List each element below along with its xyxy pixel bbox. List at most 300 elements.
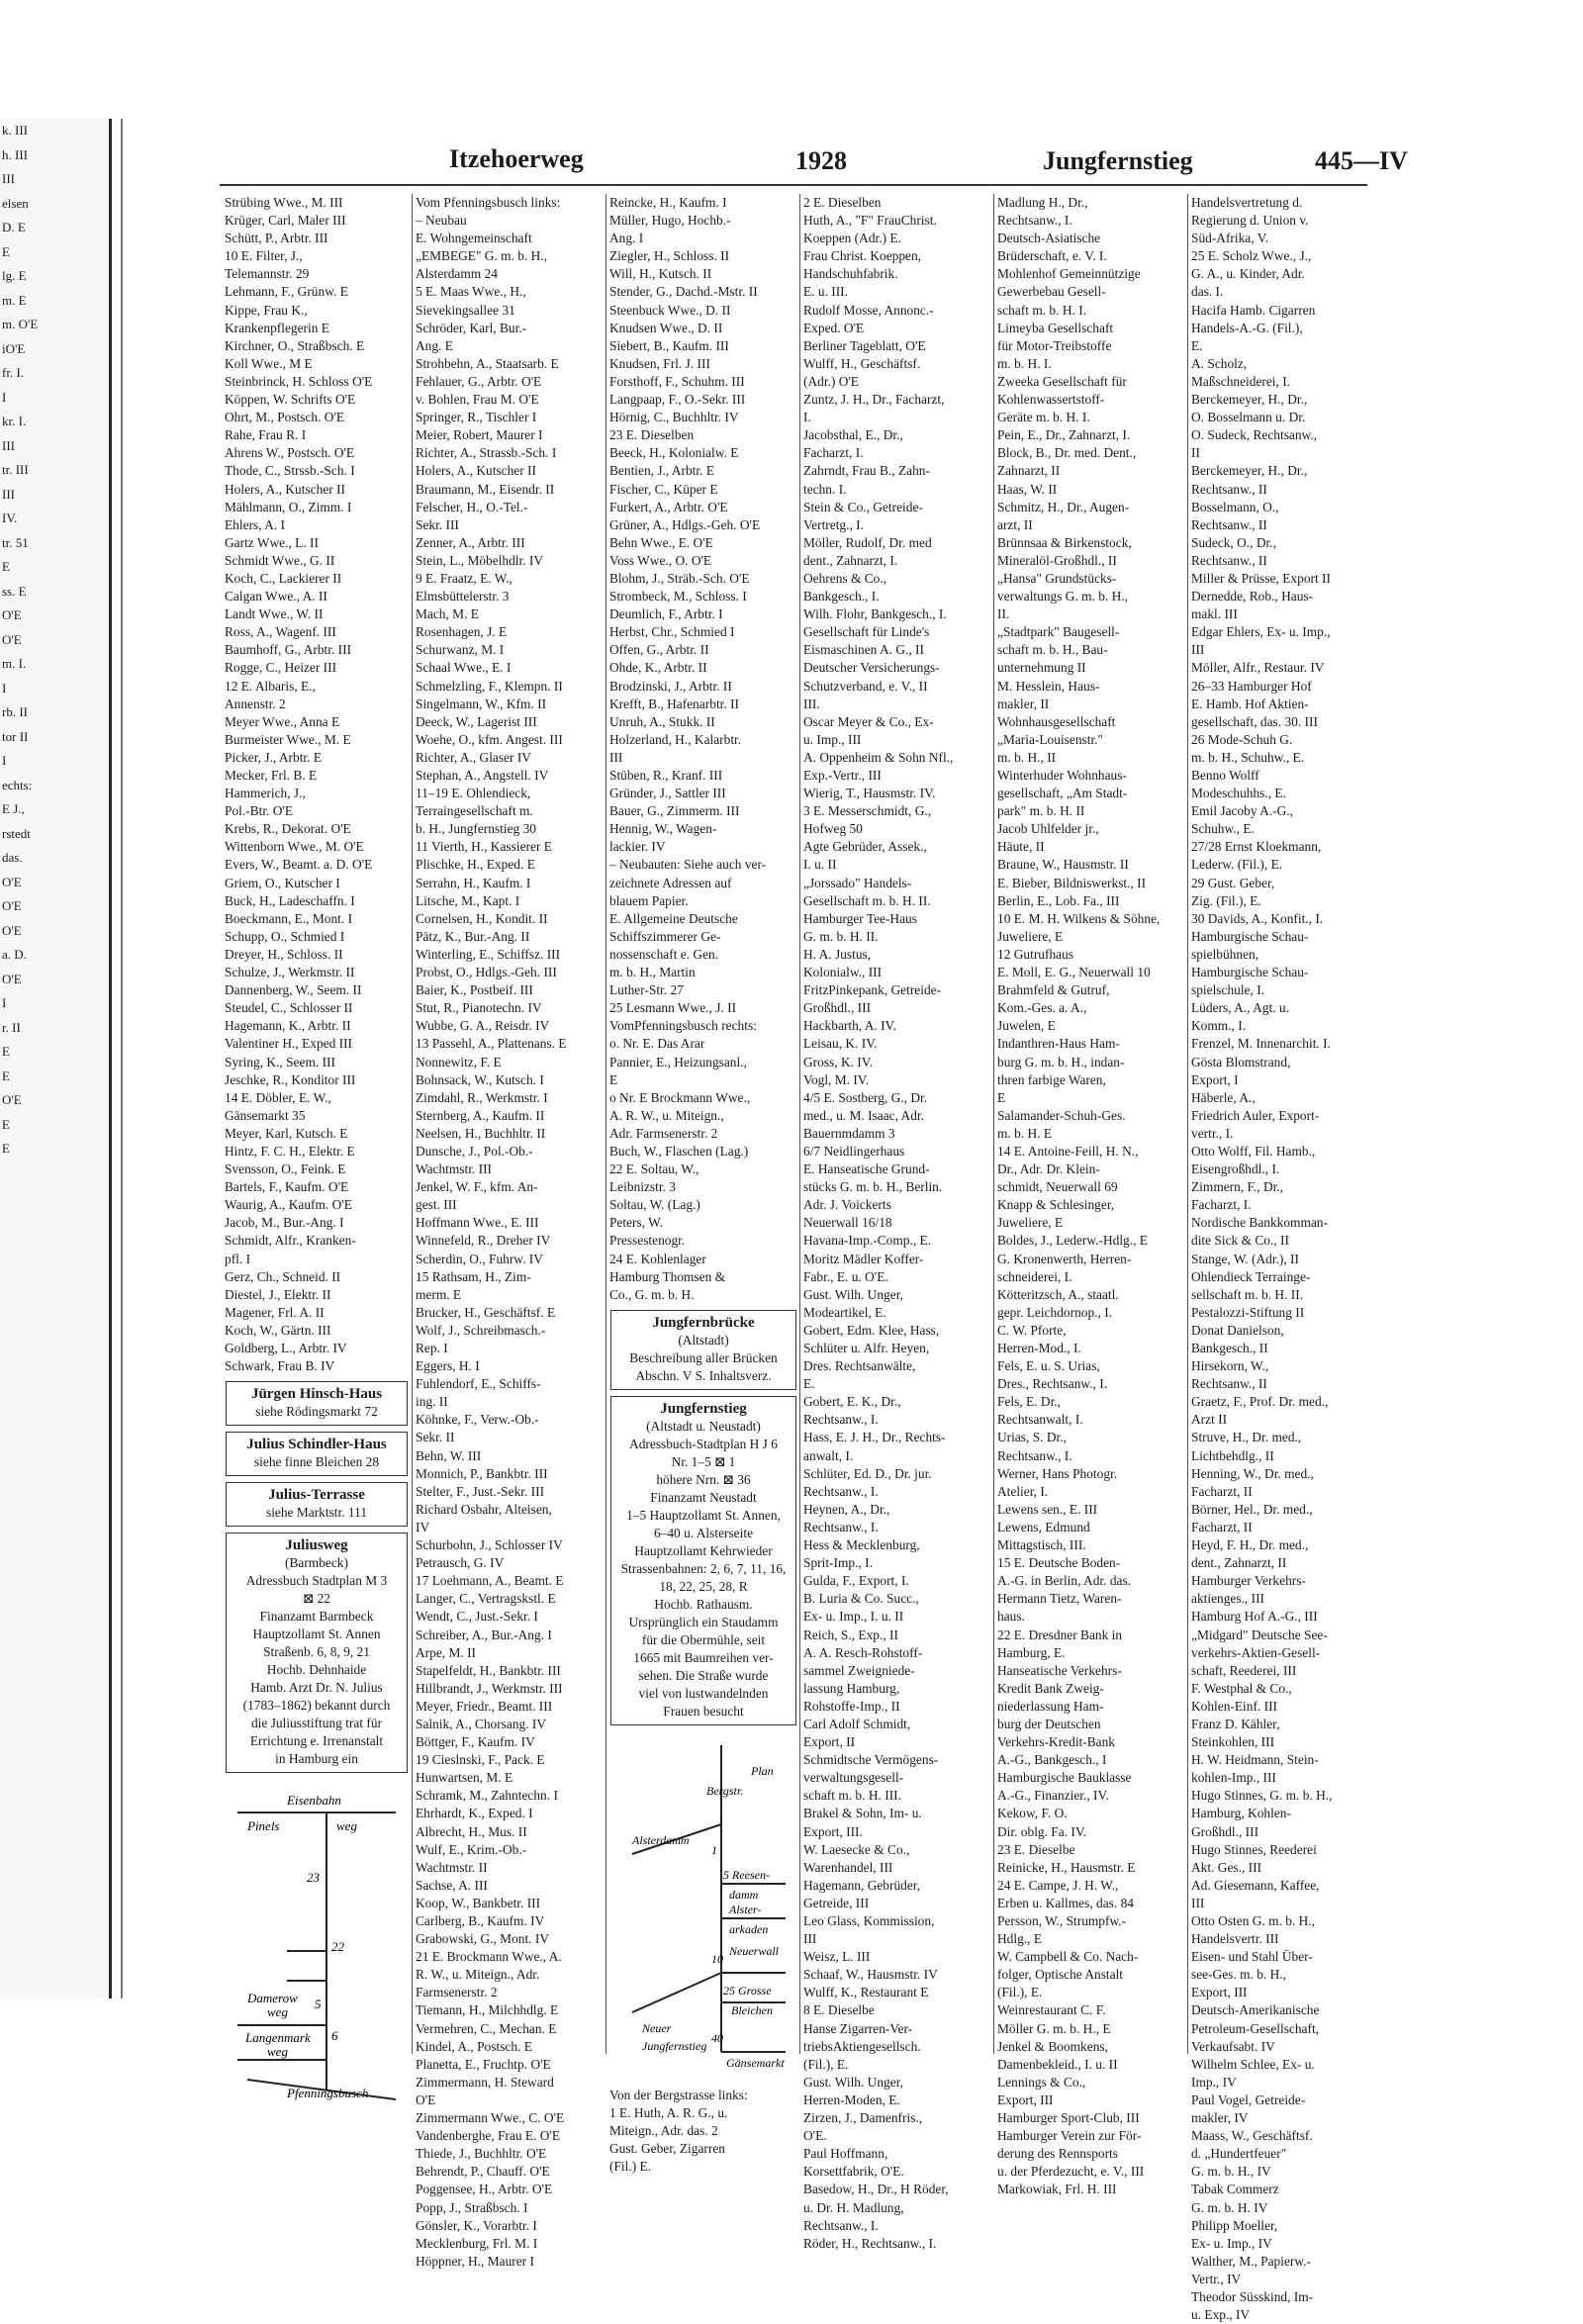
directory-entry: Gösta Blomstrand, — [1191, 1054, 1291, 1069]
directory-entry: Eisen- und Stahl Über- — [1191, 1949, 1313, 1965]
directory-entry: Rechtsanw., I. — [803, 1412, 879, 1428]
directory-entry: verkehrs-Aktien-Gesell- — [1191, 1644, 1321, 1660]
directory-entry: Bankgesch., II — [1191, 1341, 1268, 1355]
directory-entry: Donat Danielson, — [1191, 1322, 1284, 1338]
margin-fragment: das. — [2, 850, 23, 865]
directory-entry: Winterhuder Wohnhaus- — [997, 768, 1127, 783]
directory-entry: Farmsenerstr. 2 — [416, 1985, 498, 2000]
box-line: siehe finne Bleichen 28 — [253, 1454, 380, 1470]
directory-entry: Export, III. — [803, 1823, 863, 1839]
directory-entry: Syring, K., Seem. III — [225, 1054, 335, 1069]
margin-fragment: m. E — [2, 292, 27, 308]
directory-entry: O'E. — [803, 2128, 827, 2144]
directory-entry: Zimmern, F., Dr., — [1191, 1179, 1284, 1195]
box-line: siehe Marktstr. 111 — [265, 1505, 368, 1521]
directory-entry: 30 Davids, A., Konfit., I. — [1191, 910, 1324, 926]
directory-entry: Sekr. II — [416, 1430, 455, 1445]
directory-entry: Rechtsanw., II — [1191, 481, 1267, 497]
box-title: Jungfernbrücke — [652, 1314, 755, 1331]
directory-entry: Hofweg 50 — [803, 821, 863, 837]
directory-entry: Monnich, P., Bankbtr. III — [416, 1465, 548, 1481]
directory-entry: Fabr., E. u. O'E. — [803, 1268, 888, 1284]
directory-entry: Winterling, E., Schiffsz. III — [416, 946, 561, 962]
directory-entry: nossenschaft e. Gen. — [609, 946, 719, 962]
directory-entry: – Neubau — [416, 213, 467, 229]
margin-fragment: m. I. — [2, 656, 27, 671]
directory-entry: 5 E. Maas Wwe., H., — [416, 284, 526, 300]
directory-entry: Deutscher Versicherungs- — [803, 660, 940, 676]
directory-entry: Export, III — [1191, 1985, 1248, 2000]
directory-entry: makler, IV — [1191, 2110, 1249, 2126]
directory-entry: (Fil.), E. — [803, 2056, 849, 2072]
map-label: 10 — [711, 1951, 723, 1966]
box-jungfernstieg — [610, 1396, 796, 1725]
directory-entry: Burmeister Wwe., M. E — [225, 731, 351, 747]
directory-entry: Bohnsack, W., Kutsch. I — [416, 1071, 544, 1087]
directory-entry: „Hansa" Grundstücks- — [997, 570, 1117, 586]
map-label: Jungfernstieg — [642, 2038, 707, 2053]
directory-entry: Handelsvertr. III — [1191, 1931, 1279, 1947]
directory-entry: Thode, C., Strssb.-Sch. I — [225, 463, 355, 479]
directory-entry: Facharzt, II — [1191, 1519, 1253, 1534]
directory-entry: III — [803, 1931, 817, 1947]
directory-entry: Hdlg., E — [997, 1931, 1043, 1947]
directory-entry: Popp, J., Straßbsch. I — [416, 2199, 528, 2215]
directory-entry: Brucker, H., Geschäftsf. E — [416, 1304, 556, 1320]
directory-entry: lassung Hamburg, — [803, 1680, 900, 1696]
box-line: Finanzamt Neustadt — [650, 1489, 757, 1505]
directory-entry: v. Bohlen, Frau M. O'E — [416, 392, 539, 408]
directory-entry: Gönsler, K., Vorarbtr. I — [416, 2217, 537, 2233]
directory-entry: Warenhandel, III — [803, 1859, 893, 1875]
margin-fragment: I — [2, 680, 7, 696]
directory-entry: Häberle, A., — [1191, 1089, 1256, 1105]
directory-entry: Calgan Wwe., A. II — [225, 589, 327, 604]
directory-entry: FritzPinkepank, Getreide- — [803, 982, 942, 998]
directory-entry: gesellschaft, „Am Stadt- — [997, 786, 1128, 801]
directory-entry: 11–19 E. Ohlendieck, — [416, 786, 531, 801]
directory-entry: Koeppen (Adr.) E. — [803, 231, 901, 246]
box-line: Hochb. Dehnhaide — [266, 1662, 367, 1678]
directory-entry: Rudolf Mosse, Annonc.- — [803, 302, 934, 318]
directory-entry: Zimmermann, H. Steward — [416, 2074, 554, 2090]
directory-entry: Holers, A., Kutscher II — [225, 481, 345, 497]
directory-entry: Terraingesellschaft m. — [416, 803, 533, 819]
directory-entry: Planetta, E., Fruchtp. O'E — [416, 2056, 551, 2072]
directory-entry: „Midgard" Deutsche See- — [1191, 1627, 1328, 1642]
directory-entry: u. Dr. H. Madlung, — [803, 2199, 904, 2215]
directory-entry: Stelter, F., Just.-Sekr. III — [416, 1483, 545, 1499]
directory-entry: Hunwartsen, M. E — [416, 1770, 513, 1786]
directory-entry: Export, II — [803, 1734, 856, 1750]
map-label: Pfenningsbusch — [287, 2086, 369, 2101]
page-header — [123, 119, 1409, 178]
directory-entry: Hamburger Tee-Haus — [803, 910, 917, 926]
directory-entry: Verkehrs-Kredit-Bank — [997, 1734, 1115, 1750]
directory-entry: Jacobsthal, E., Dr., — [803, 427, 903, 443]
map-label: Alsterdamm — [632, 1832, 690, 1847]
directory-entry: E. — [803, 1376, 815, 1392]
directory-entry: Dreyer, H., Schloss. II — [225, 946, 343, 962]
directory-entry: Wulff, H., Geschäftsf. — [803, 355, 921, 371]
column-3 — [605, 194, 800, 2175]
directory-entry: E. Hamb. Hof Aktien- — [1191, 696, 1309, 711]
directory-entry: Hamburgische Schau- — [1191, 928, 1309, 944]
directory-entry: „Maria-Louisenstr." — [997, 731, 1103, 747]
directory-entry: (Fil.), E. — [997, 1985, 1043, 2000]
directory-entry: Stüben, R., Kranf. III — [609, 768, 723, 783]
directory-entry: Gust. Wilh. Unger, — [803, 2074, 903, 2090]
directory-entry: Siebert, B., Kaufm. III — [609, 337, 729, 353]
directory-entry: Zweeka Gesellschaft für — [997, 373, 1127, 389]
directory-entry: derung des Rennsports — [997, 2146, 1118, 2162]
directory-entry: Korsettfabrik, O'E. — [803, 2164, 904, 2180]
margin-fragment: IV. — [2, 511, 18, 525]
directory-entry: Reinicke, H., Hausmstr. E — [997, 1859, 1136, 1875]
directory-entry: schneiderei, I. — [997, 1268, 1072, 1284]
directory-entry: Rechtsanw., II — [1191, 552, 1267, 568]
directory-entry: G. m. b. H., IV — [1191, 2164, 1271, 2180]
directory-entry: Großhdl., III — [803, 1000, 872, 1016]
directory-entry: Wubbe, G. A., Reisdr. IV — [416, 1018, 550, 1034]
directory-entry: E. Allgemeine Deutsche — [609, 910, 738, 926]
directory-entry: Gewerbebau Gesell- — [997, 284, 1106, 300]
directory-entry: H. W. Heidmann, Stein- — [1191, 1752, 1319, 1768]
directory-entry: u. Imp., III — [803, 731, 862, 747]
directory-entry: Alsterdamm 24 — [416, 266, 498, 282]
directory-entry: Süd-Afrika, V. — [1191, 231, 1268, 246]
box-line: (Altstadt) — [678, 1332, 729, 1348]
directory-entry: Cornelsen, H., Kondit. II — [416, 910, 548, 926]
directory-entry: Facharzt, II — [1191, 1483, 1253, 1499]
directory-entry: Valentiner H., Exped III — [225, 1036, 353, 1052]
directory-entry: 2 E. Dieselben — [803, 195, 882, 210]
directory-entry: Petrausch, G. IV — [416, 1555, 505, 1571]
directory-entry: Thiede, J., Buchhltr. O'E — [416, 2146, 547, 2162]
directory-entry: Heyd, F. H., Dr. med., — [1191, 1537, 1309, 1553]
directory-entry: Steenbuck Wwe., D. II — [609, 302, 731, 318]
directory-entry: 14 E. Döbler, E. W., — [225, 1089, 331, 1105]
directory-page — [121, 119, 1409, 2323]
directory-entry: Friedrich Auler, Export- — [1191, 1107, 1320, 1123]
directory-entry: Adr. J. Voickerts — [803, 1197, 891, 1213]
directory-entry: Holzerland, H., Kalarbtr. — [609, 731, 742, 747]
directory-entry: verwaltungs G. m. b. H., — [997, 589, 1129, 604]
directory-entry: W. Campbell & Co. Nach- — [997, 1949, 1139, 1965]
margin-fragment: I — [2, 995, 7, 1010]
margin-fragment: O'E — [2, 874, 22, 889]
directory-entry: Deeck, W., Lagerist III — [416, 713, 537, 729]
directory-entry: Goldberg, L., Arbtr. IV — [225, 1341, 347, 1355]
margin-fragment: tr. III — [2, 462, 29, 477]
directory-entry: Deutsch-Amerikanische — [1191, 2002, 1320, 2018]
directory-entry: M. Hesslein, Haus- — [997, 678, 1100, 694]
box-title: Jürgen Hinsch-Haus — [250, 1386, 383, 1403]
margin-fragment: E — [2, 243, 10, 259]
directory-entry: Wolf, J., Schreibmasch.- — [416, 1322, 546, 1338]
directory-entry: Markowiak, Frl. H. III — [997, 2182, 1117, 2197]
directory-entry: E — [609, 1071, 618, 1087]
directory-entry: Fischer, C., Küper E — [609, 481, 718, 497]
directory-entry: Juweliere, E — [997, 1215, 1064, 1231]
directory-entry: Vertr., IV — [1191, 2271, 1242, 2286]
directory-entry: gesellschaft, das. 30. III — [1191, 713, 1318, 729]
directory-entry: Komm., I. — [1191, 1018, 1247, 1034]
margin-fragment: E J., — [2, 801, 25, 816]
directory-entry: Kötteritzsch, A., staatl. — [997, 1286, 1119, 1302]
directory-entry: Richter, A., Glaser IV — [416, 749, 531, 765]
map-label: Damerow — [247, 1991, 298, 2006]
directory-entry: Gust. Geber, Zigarren — [609, 2141, 725, 2157]
margin-fragment: E — [2, 559, 10, 574]
directory-entry: Will, H., Kutsch. II — [609, 266, 712, 282]
column-4 — [799, 194, 994, 2251]
directory-entry: anwalt, I. — [803, 1447, 854, 1463]
directory-entry: Heynen, A., Dr., — [803, 1501, 890, 1517]
directory-entry: Singelmann, W., Kfm. II — [416, 696, 547, 711]
directory-entry: Herbst, Chr., Schmied I — [609, 624, 735, 640]
directory-entry: Schmidt Wwe., G. II — [225, 552, 335, 568]
directory-entry: Schwark, Frau B. IV — [225, 1358, 335, 1374]
street-sketch-juliusweg — [228, 1783, 406, 2114]
map-label: Bleichen — [731, 2002, 773, 2017]
directory-entry: ing. II — [416, 1394, 448, 1410]
directory-entry: Deutsch-Asiatische — [997, 231, 1101, 246]
directory-entry: Hamburgische Bauklasse — [997, 1770, 1132, 1786]
directory-entry: Leo Glass, Kommission, — [803, 1913, 935, 1928]
directory-entry: Gesellschaft für Linde's — [803, 624, 930, 640]
directory-entry: Serrahn, H., Kaufm. I — [416, 875, 531, 890]
directory-entry: Börner, Hel., Dr. med., — [1191, 1501, 1313, 1517]
directory-entry: Schurwanz, M. I — [416, 642, 505, 658]
directory-entry: Leisau, K. IV. — [803, 1036, 878, 1052]
directory-entry: Limeyba Gesellschaft — [997, 320, 1114, 335]
directory-entry: aktienges., III — [1191, 1591, 1264, 1607]
directory-entry: Sachse, A. III — [416, 1877, 488, 1893]
directory-entry: Dunsche, J., Pol.-Ob.- — [416, 1143, 533, 1159]
directory-entry: Neuerwall 16/18 — [803, 1215, 892, 1231]
margin-fragment: III — [2, 171, 15, 186]
box-line: Hauptzollamt St. Annen — [252, 1627, 381, 1642]
directory-entry: Basedow, H., Dr., H Röder, — [803, 2182, 949, 2197]
margin-fragment: r. II — [2, 1019, 21, 1035]
directory-entry: Möller G. m. b. H., E — [997, 2020, 1111, 2036]
directory-entry: 11 Vierth, H., Kassierer E — [416, 839, 552, 855]
directory-entry: Stut, R., Pianotechn. IV — [416, 1000, 542, 1016]
directory-entry: Vertretg., I. — [803, 516, 864, 532]
directory-entry: Lüders, A., Agt. u. — [1191, 1000, 1289, 1016]
directory-entry: Rechtsanw., II — [1191, 1376, 1267, 1392]
directory-entry: Gobert, E. K., Dr., — [803, 1394, 901, 1410]
directory-entry: „Stadtpark" Baugesell- — [997, 624, 1120, 640]
directory-entry: O. Bosselmann u. Dr. — [1191, 410, 1306, 425]
directory-entry: blauem Papier. — [609, 892, 689, 908]
directory-entry: Pein, E., Dr., Zahnarzt, I. — [997, 427, 1131, 443]
directory-entry: II — [1191, 445, 1200, 461]
directory-entry: Schramk, M., Zahntechn. I — [416, 1788, 558, 1804]
margin-fragment: O'E — [2, 898, 22, 913]
directory-entry: Bauernmdamm 3 — [803, 1125, 895, 1141]
directory-entry: Mohlenhof Gemeinnützige — [997, 266, 1141, 282]
directory-entry: A. Oppenheim & Sohn Nfl., — [803, 749, 954, 765]
directory-entry: Pressestenogr. — [609, 1233, 686, 1249]
directory-entry: Schupp, O., Schmied I — [225, 928, 345, 944]
map-label: 40 — [711, 2030, 723, 2045]
directory-entry: Meyer, Friedr., Beamt. III — [416, 1698, 553, 1714]
directory-entry: Agte Gebrüder, Assek., — [803, 839, 927, 855]
directory-entry: burg G. m. b. H., indan- — [997, 1054, 1125, 1069]
directory-entry: Kom.-Ges. a. A., — [997, 1000, 1087, 1016]
directory-entry: Carl Adolf Schmidt, — [803, 1716, 911, 1731]
directory-entry: Magener, Frl. A. II — [225, 1304, 325, 1320]
directory-entry: Vogl, M. IV. — [803, 1071, 870, 1087]
directory-entry: Großhdl., III — [1191, 1823, 1259, 1839]
directory-entry: Ang. E — [416, 337, 453, 353]
directory-entry: m. b. H., II — [997, 749, 1057, 765]
directory-entry: Hass, E. J. H., Dr., Rechts- — [803, 1430, 946, 1445]
directory-entry: Zirzen, J., Damenfris., — [803, 2110, 923, 2126]
directory-entry: Mecker, Frl. B. E — [225, 768, 318, 783]
directory-entry: Zig. (Fil.), E. — [1191, 892, 1261, 908]
directory-entry: Werner, Hans Photogr. — [997, 1465, 1118, 1481]
directory-entry: Höppner, H., Maurer I — [416, 2253, 534, 2269]
directory-entry: A. Scholz, — [1191, 355, 1248, 371]
directory-entry: Nonnewitz, F. E — [416, 1054, 502, 1069]
directory-entry: Emil Jacoby A.-G., — [1191, 803, 1294, 819]
directory-entry: Mittagstisch, III. — [997, 1537, 1086, 1553]
directory-entry: III. — [803, 696, 820, 711]
directory-entry: Luther-Str. 27 — [609, 982, 684, 998]
directory-entry: schaft m. b. H. III. — [803, 1788, 901, 1804]
directory-entry: gepr. Leichdornop., I. — [997, 1304, 1113, 1320]
directory-entry: Mählmann, O., Zimm. I — [225, 499, 352, 514]
directory-entry: spielschule, I. — [1191, 982, 1265, 998]
directory-entry: 3 E. Messerschmidt, G., — [803, 803, 932, 819]
directory-entry: Henning, W., Dr. med., — [1191, 1465, 1314, 1481]
directory-entry: Koop, W., Bankbetr. III — [416, 1895, 541, 1910]
directory-entry: Benno Wolff — [1191, 768, 1259, 783]
directory-entry: Boeckmann, E., Mont. I — [225, 910, 353, 926]
directory-entry: Dr., Adr. Dr. Klein- — [997, 1162, 1100, 1177]
directory-entry: Telemannstr. 29 — [225, 266, 310, 282]
directory-entry: Hamburger Verein zur För- — [997, 2128, 1142, 2144]
directory-entry: Kohlen-Einf. III — [1191, 1698, 1278, 1714]
directory-entry: Lehmann, F., Grünw. E — [225, 284, 348, 300]
directory-entry: sammel Zweigniede- — [803, 1662, 915, 1678]
box-line: ⊠ 22 — [303, 1591, 330, 1607]
directory-entry: techn. I. — [803, 481, 847, 497]
directory-entry: Dres., Rechtsanw., I. — [997, 1376, 1108, 1392]
directory-entry: Wohnhausgesellschaft — [997, 713, 1116, 729]
directory-entry: Miller & Prüsse, Export II — [1191, 570, 1331, 586]
directory-entry: Schmelzling, F., Klempn. II — [416, 678, 563, 694]
directory-entry: Kekow, F. O. — [997, 1806, 1068, 1821]
directory-entry: „Jorssado" Handels- — [803, 875, 912, 890]
box-line: Hauptzollamt Kehrwieder — [634, 1542, 773, 1558]
directory-entry: Holers, A., Kutscher II — [416, 463, 536, 479]
directory-entry: 21 E. Brockmann Wwe., A. — [416, 1949, 562, 1965]
directory-entry: Berliner Tageblatt, O'E — [803, 337, 926, 353]
directory-entry: Ross, A., Wagenf. III — [225, 624, 336, 640]
directory-entry: Rechtsanw., I. — [997, 213, 1072, 229]
directory-entry: Hugo Stinnes, Reederei — [1191, 1841, 1317, 1857]
directory-entry: Edgar Ehlers, Ex- u. Imp., — [1191, 624, 1331, 640]
directory-entry: Koll Wwe., M E — [225, 355, 313, 371]
street-sketch-jungfernstieg — [612, 1735, 794, 2077]
directory-entry: Koch, C., Lackierer II — [225, 570, 342, 586]
directory-entry: Theodor Süsskind, Im- — [1191, 2288, 1314, 2304]
margin-fragment: iO'E — [2, 340, 26, 356]
directory-entry: A. A. Resch-Rohstoff- — [803, 1644, 923, 1660]
directory-entry: „EMBEGE" G. m. b. H., — [416, 248, 548, 264]
directory-entry: Ahrens W., Postsch. O'E — [225, 445, 355, 461]
directory-entry: 23 E. Dieselbe — [997, 1841, 1075, 1857]
map-label: Neuerwall — [729, 1943, 779, 1958]
margin-fragment: D. E — [2, 220, 26, 234]
directory-entry: Deumlich, F., Arbtr. I — [609, 606, 723, 622]
directory-entry: Rosenhagen, J. E — [416, 624, 508, 640]
directory-entry: Lewens, Edmund — [997, 1519, 1090, 1534]
directory-entry: 4/5 E. Sostberg, G., Dr. — [803, 1089, 928, 1105]
box-title: Juliusweg — [285, 1537, 348, 1554]
directory-entry: VomPfenningsbusch rechts: — [609, 1018, 757, 1034]
directory-entry: m. b. H. E — [997, 1125, 1053, 1141]
directory-entry: Hackbarth, A. IV. — [803, 1018, 896, 1034]
directory-entry: stücks G. m. b. H., Berlin. — [803, 1179, 943, 1195]
directory-entry: Rechtsanw., I. — [803, 1483, 879, 1499]
directory-entry: Poggensee, H., Arbtr. O'E — [416, 2182, 553, 2197]
directory-entry: Richard Osbahr, Alteisen, — [416, 1501, 552, 1517]
directory-entry: Brüderschaft, e. V. I. — [997, 248, 1107, 264]
directory-entry: H. A. Justus, — [803, 946, 872, 962]
directory-entry: 19 Cieslnski, F., Pack. E — [416, 1752, 545, 1768]
directory-entry: Landt Wwe., W. II — [225, 606, 324, 622]
map-label: weg — [336, 1818, 357, 1834]
directory-entry: Berckemeyer, H., Dr., — [1191, 463, 1308, 479]
box-line: viel von lustwandelnden — [638, 1685, 769, 1701]
directory-entry: 6/7 Neidlingerhaus — [803, 1143, 905, 1159]
directory-entry: Evers, W., Beamt. a. D. O'E — [225, 857, 373, 873]
directory-entry: Kippe, Frau K., — [225, 302, 308, 318]
directory-entry: Block, B., Dr. med. Dent., — [997, 445, 1137, 461]
directory-entry: Hirsekorn, W., — [1191, 1358, 1269, 1374]
box-line: Straßenb. 6, 8, 9, 21 — [263, 1644, 370, 1660]
box-juliusweg — [226, 1533, 408, 1773]
box-title: Jungfernstieg — [660, 1400, 747, 1417]
directory-entry: Handels-A.-G. (Fil.), — [1191, 320, 1303, 335]
directory-entry: Stapelfeldt, H., Bankbtr. III — [416, 1662, 561, 1678]
directory-entry: Neelsen, H., Buchhltr. II — [416, 1125, 546, 1141]
directory-entry: O'E — [416, 2092, 436, 2107]
directory-entry: Gänsemarkt 35 — [225, 1107, 306, 1123]
directory-entry: 29 Gust. Geber, — [1191, 875, 1275, 890]
directory-entry: m. b. H. I. — [997, 355, 1052, 371]
margin-fragment: O'E — [2, 922, 22, 938]
margin-fragment: E — [2, 1141, 10, 1156]
directory-entry: Pol.-Btr. O'E — [225, 803, 293, 819]
directory-entry: Bauer, G., Zimmerm. III — [609, 803, 740, 819]
directory-entry: Weisz, L. III — [803, 1949, 871, 1965]
directory-entry: Behn Wwe., E. O'E — [609, 534, 713, 550]
margin-fragment: echts: — [2, 777, 33, 792]
directory-entry: Export, I — [1191, 1071, 1239, 1087]
directory-entry: 24 E. Campe, J. H. W., — [997, 1877, 1119, 1893]
directory-entry: Sprit-Imp., I. — [803, 1555, 873, 1571]
map-label: Alster- — [729, 1902, 762, 1916]
header-street-right: Jungfernstieg — [1043, 146, 1193, 175]
directory-entry: Gartz Wwe., L. II — [225, 534, 319, 550]
margin-fragment: O'E — [2, 607, 22, 622]
